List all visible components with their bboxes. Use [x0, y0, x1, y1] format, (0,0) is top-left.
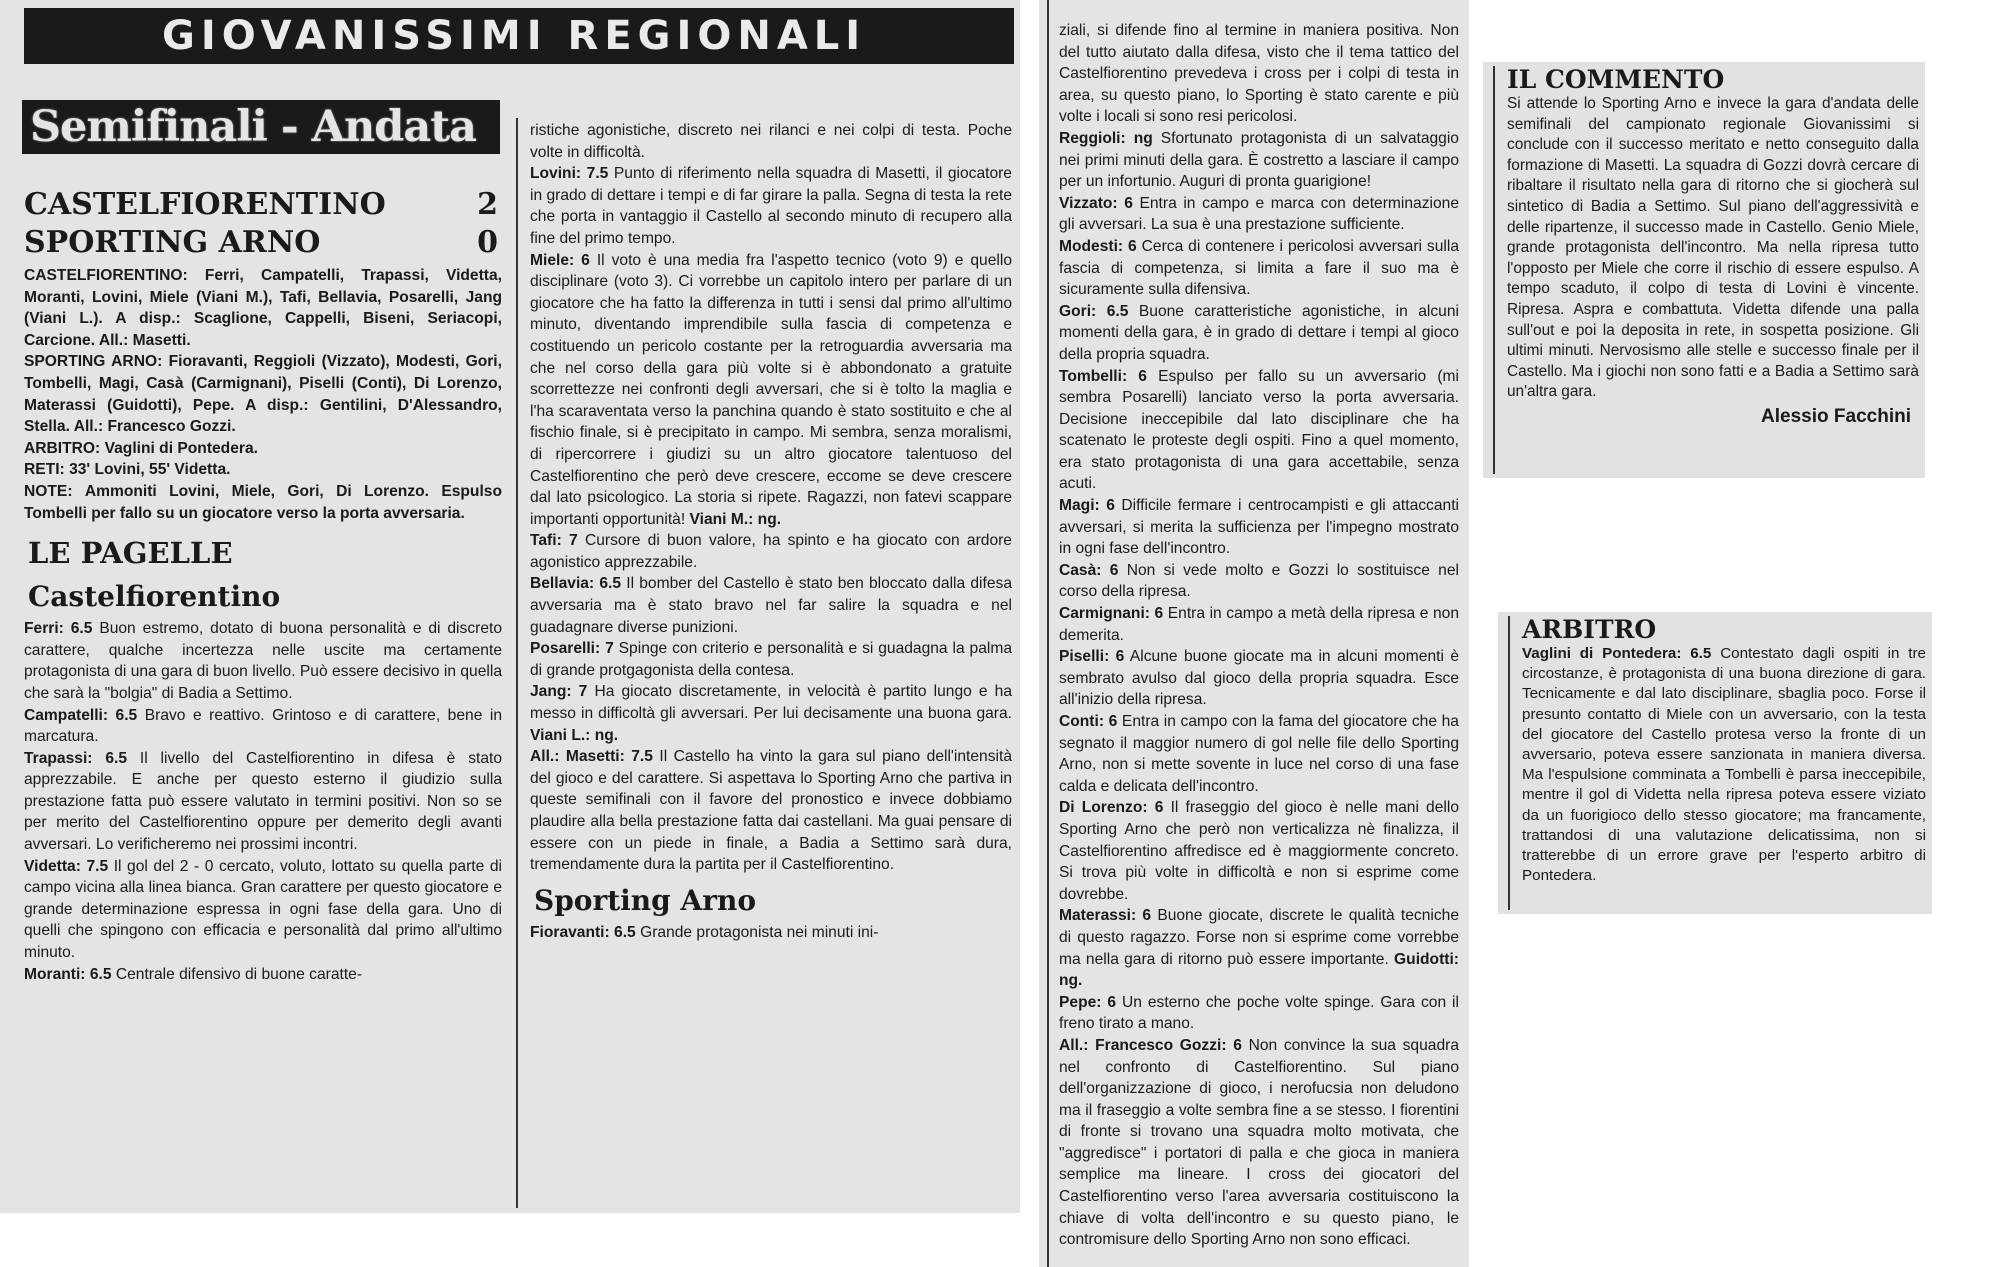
detail-text: Ammoniti Lovini, Miele, Gori, Di Lorenzo. Espulso Tombelli per fallo su un giocatore verso la porta avversaria. — [24, 482, 502, 522]
rating-entry — [530, 250, 1012, 531]
rating-entry — [1059, 711, 1459, 797]
rating-entry — [1059, 366, 1459, 496]
rating-entry: Fioravanti: 6.5 Grande protagonista nei minuti ini- — [530, 923, 879, 941]
rating-entry — [1059, 128, 1459, 193]
detail-label: NOTE: — [24, 482, 73, 500]
referee-box-inner — [1508, 616, 1926, 910]
rating-text: ristiche agonistiche, discreto nei rilanci e nei colpi di testa. Poche volte in difficoltà. — [530, 122, 1012, 161]
section-banner: GIOVANISSIMI REGIONALI — [24, 8, 1014, 64]
rating-entry — [1059, 603, 1459, 646]
match-detail-line — [24, 351, 502, 437]
player-rating: Viani L.: ng. — [530, 726, 619, 744]
rating-entry — [530, 573, 1012, 638]
rating-entry — [1059, 992, 1459, 1035]
player-rating: Videtta: 7.5 — [24, 857, 109, 875]
rating-text: Entra in campo e marca con determinazione gli avversari. La sua è una prestazione sufficiente. — [1059, 194, 1459, 234]
rating-entry — [1059, 495, 1459, 560]
detail-text: 33' Lovini, 55' Videtta. — [69, 461, 231, 479]
player-rating: Lovini: 7.5 — [530, 165, 609, 183]
rating-text: Il voto è una media fra l'aspetto tecnico (voto 9) e quello disciplinare (voto 3). Ci vorrebbe un capitolo intero per parlare di un giocatore che ha fatto la differenza in tutti i sensi dal primo all'ultimo minuto, diventando imprendibile sulla fascia di competenza e costituendo un pericolo costante per la retroguardia avversaria ma che nel corso della gara più volte si è abbondonato a gratuite scorrettezze nei confronti degli avversari, che si è tolto la maglia e l'ha scaraventata verso la panchina quando è stato sostituito e che al fischio finale, si è precipitato in campo. Mi sembra, senza moralismi, di ripercorrere i giudizi su un altro giocatore talentuoso del Castelfiorentino che però deve crescere, eccome se deve crescere dal lato psicologico. La storia si ripete. Ragazzi, non fatevi scappare importanti opportunità! — [530, 251, 1012, 528]
player-rating: Piselli: 6 — [1059, 648, 1125, 666]
player-rating: All.: Francesco Gozzi: 6 — [1059, 1036, 1242, 1054]
rating-entry — [530, 681, 1012, 746]
detail-label: SPORTING ARNO: — [24, 353, 163, 371]
player-rating: Reggioli: ng — [1059, 129, 1153, 147]
rating-text: Bravo e reattivo. Grintoso e di carattere, bene in marcatura. — [24, 706, 502, 746]
player-rating: Conti: 6 — [1059, 713, 1118, 730]
rating-text: Alcune buone giocate ma in alcuni momenti è sembrato avulso dal gioco della propria squadra. Esce all'inizio della ripresa. — [1059, 648, 1459, 709]
rating-text: Il fraseggio del gioco è nelle mani dello Sporting Arno che però non verticalizza nè finalizza, il Castelfiorentino affredisce ed è maggiormente concreto. Si trova più volte in difficoltà e non si esprime come dovrebbe. — [1059, 799, 1459, 903]
column-middle — [530, 120, 1012, 943]
newspaper-clip-continuation — [1039, 0, 1469, 1267]
rating-entry — [1059, 301, 1459, 366]
player-rating: Trapassi: 6.5 — [24, 749, 128, 767]
player-rating: Pepe: 6 — [1059, 993, 1117, 1011]
ratings-list-home-a — [24, 618, 502, 985]
rating-entry — [530, 638, 1012, 681]
referee-name: Vaglini di Pontedera: 6.5 — [1522, 645, 1712, 662]
player-rating: Viani M.: ng. — [689, 510, 782, 528]
team-heading-home: Castelfiorentino — [28, 580, 281, 614]
rating-entry — [1059, 236, 1459, 301]
player-rating: Materassi: 6 — [1059, 907, 1152, 925]
home-score: 2 — [477, 187, 498, 222]
rating-text: Spinge con criterio e personalità e si guadagna la palma di grande protgagonista della contesa. — [530, 640, 1012, 679]
rating-text: Il livello del Castelfiorentino in difesa è stato apprezzabile. E anche per questo esterno il giudizio sulla prestazione fatta può essere valutato in termini positivi. Non so se per merito del Castelfiorentino oppure per demerito degli avanti avversari. Lo verificheremo nei prossimi incontri. — [24, 749, 503, 854]
ratings-list-away — [1059, 20, 1459, 1251]
rating-text: Punto di riferimento nella squadra di Masetti, il giocatore in grado di dettare i tempi e di far girare la palla. Segna di testa la rete che porta in vantaggio il Castello al secondo minuto di recupero alla fine del primo tempo. — [530, 165, 1012, 247]
score-line-away — [24, 224, 502, 262]
rating-entry — [1059, 797, 1459, 905]
player-rating: Di Lorenzo: 6 — [1059, 799, 1164, 817]
ratings-list-home-b — [530, 120, 1012, 876]
rating-entry — [1059, 20, 1459, 128]
rating-entry — [1059, 905, 1459, 991]
player-rating: Vizzato: 6 — [1059, 194, 1133, 212]
pagelle-heading: LE PAGELLE — [28, 536, 233, 571]
away-score: 0 — [477, 225, 498, 260]
match-details — [24, 265, 502, 524]
rating-text: Sfortunato protagonista di un salvataggio nei primi minuti della gara. È costretto a lasciare il campo per un infortunio. Auguri di pronta guarigione! — [1059, 129, 1459, 191]
player-rating: Guidotti: ng. — [1059, 950, 1459, 990]
player-rating: Tombelli: 6 — [1059, 367, 1147, 385]
comment-box-inner — [1493, 66, 1919, 474]
detail-text: Fioravanti, Reggioli (Vizzato), Modesti, Gori, Tombelli, Magi, Casà (Carmignani), Piselli (Conti), Di Lorenzo, Materassi (Guidotti), Pepe. A disp.: Gentilini, D'Alessandro, Stella. All.: Francesco Gozzi. — [24, 353, 502, 436]
rating-entry — [24, 964, 502, 986]
referee-title: ARBITRO — [1522, 615, 1657, 644]
match-detail-line — [24, 459, 502, 481]
player-rating: Moranti: 6.5 — [24, 965, 112, 983]
player-rating: Jang: 7 — [530, 683, 588, 701]
player-rating: Gori: 6.5 — [1059, 302, 1129, 320]
column-rule — [1047, 0, 1049, 1267]
player-rating: Modesti: 6 — [1059, 237, 1137, 255]
player-rating: Ferri: 6.5 — [24, 620, 93, 638]
detail-text: Ferri, Campatelli, Trapassi, Videtta, Moranti, Lovini, Miele (Viani M.), Tafi, Bellavia, Posarelli, Jang (Viani L.). A disp.: Scaglione, Cappelli, Biseni, Seriacopi, Carcione. All.: Masetti. — [24, 267, 502, 349]
rating-text: Entra in campo a metà della ripresa e non demerita. — [1059, 605, 1460, 644]
rating-text: Espulso per fallo su un avversario (mi sembra Posarelli) lanciato verso la porta avversaria. Decisione ineccepibile dal lato disciplinare che ha scatenato le proteste degli ospiti. Fino a quel momento, era stato protagonista di una gara accettabile, senza acuti. — [1059, 367, 1459, 493]
column-rule — [516, 118, 518, 1208]
rating-entry — [530, 530, 1012, 573]
column-left — [24, 265, 502, 985]
newspaper-clip-main — [0, 0, 1020, 1213]
rating-text: Centrale difensivo di buone caratte- — [115, 965, 363, 983]
player-rating: Miele: 6 — [530, 251, 590, 269]
column-ratings-away — [1059, 20, 1459, 1251]
comment-box — [1483, 62, 1925, 478]
comment-text: Si attende lo Sporting Arno e invece la gara d'andata delle semifinali del campionato regionale Giovanissimi si conclude con il successo meritato e netto conseguito dalla formazione di Masetti. La squadra di Gozzi dovrà cercare di ribaltare il risultato nella gara di ritorno che si giocherà sul sintetico di Badia a Settimo. Sul piano dell'aggressività e delle ripartenze, il successo made in Castello. Genio Miele, grande protagonista dell'incontro. Ma nella ripresa tutto l'opposto per Miele che corre il rischio di essere espulso. A tempo scaduto, il colpo di testa di Lovini è vincente. Ripresa. Aspra e combattuta. Videtta difende una palla sull'out e poi la deposita in rete, in sospetta posizione. Gli ultimi minuti. Nervosismo alle stelle e successo finale per il Castello. Ma i giochi non sono fatti e a Badia a Settimo sarà un'altra gara. — [1507, 95, 1919, 401]
referee-box — [1498, 612, 1932, 914]
rating-entry — [1059, 1035, 1459, 1251]
rating-entry — [1059, 560, 1459, 603]
detail-label: CASTELFIORENTINO: — [24, 267, 188, 284]
rating-text: Buon estremo, dotato di buona personalità e di discreto carattere, qualche incertezza nelle uscite ma certamente protagonista di una gara di buon livello. Può essere decisivo in quella che sarà la "bolgia" di Badia a Settimo. — [24, 620, 502, 702]
detail-label: ARBITRO: — [24, 439, 101, 457]
rating-text: Il Castello ha vinto la gara sul piano dell'intensità del gioco e del carattere. Si aspettava lo Sporting Arno che partiva in queste semifinali con il favore del pronostico e invece dobbiamo plaudire alla bella prestazione fatta dai castellani. Ma guai pensare di essere con un piede in finale, a Badia a Settimo sarà dura, tremendamente dura la partita per il Castelfiorentino. — [530, 748, 1012, 874]
player-rating: Bellavia: 6.5 — [530, 575, 622, 593]
rating-text: Cerca di contenere i pericolosi avversari sulla fascia di competenza, si limita a fare il suo ma è sicuramente sulla difensiva. — [1059, 237, 1460, 299]
detail-label: RETI: — [24, 461, 65, 479]
rating-entry — [530, 163, 1012, 249]
rating-text: Difficile fermare i centrocampisti e gli attaccanti avversari, si merita la sufficienza per l'impegno mostrato in ogni fase dell'incontro. — [1059, 497, 1459, 558]
player-rating: Posarelli: 7 — [530, 640, 614, 658]
subtitle-banner: Semifinali - Andata — [22, 100, 500, 154]
player-rating: Casà: 6 — [1059, 561, 1119, 579]
rating-text: Ha giocato discretamente, in velocità è partito lungo e ha messo in difficoltà gli avversari. Per lui decisamente una buona gara. — [530, 683, 1012, 723]
match-detail-line — [24, 481, 502, 524]
rating-text: Non convince la sua squadra nel confronto di Castelfiorentino. Sul piano dell'organizzazione di gioco, i nerofucsia non deludono ma il fraseggio a volte sembra fine a se stesso. I fiorentini di fronte si trovano una squadra molto motivata, che "aggredisce" i portatori di palla e che gioca in maniera semplice ma lineare. I cross dei giocatori del Castelfiorentino verso l'area avversaria costituiscono la chiave di volta dell'incontro e su questo piano, le contromisure dello Sporting Arno non sono efficaci. — [1059, 1036, 1459, 1249]
player-rating: Tafi: 7 — [530, 532, 578, 550]
rating-entry — [24, 618, 502, 704]
player-rating: Magi: 6 — [1059, 497, 1115, 515]
rating-entry — [24, 748, 502, 856]
rating-entry — [1059, 193, 1459, 236]
rating-text: Buone caratteristiche agonistiche, in alcuni momenti della gara, è in grado di dettare i tempi al gioco della propria squadra. — [1059, 302, 1459, 363]
rating-text: Buone giocate, discrete le qualità tecniche di questo ragazzo. Forse non si esprime come vorrebbe ma nella gara di ritorno può essere importante. — [1059, 907, 1459, 968]
rating-text: ziali, si difende fino al termine in maniera positiva. Non del tutto aiutato dalla difesa, visto che il tema tattico del Castelfiorentino prevedeva i cross per i colpi di testa in area, su questo piano, lo Sporting è stato carente e più volte i locali si sono resi pericolosi. — [1059, 22, 1459, 126]
comment-author: Alessio Facchini — [1761, 405, 1911, 427]
match-detail-line — [24, 265, 502, 351]
rating-entry — [530, 746, 1012, 876]
rating-entry — [530, 120, 1012, 163]
team-heading-away: Sporting Arno — [534, 883, 756, 917]
rating-text: Entra in campo con la fama del giocatore che ha segnato il maggior numero di gol nelle file dello Sporting Arno, non si mette sovente in luce nel corso di una fase calda e delicata dell'incontro. — [1059, 713, 1459, 795]
player-rating: Campatelli: 6.5 — [24, 706, 138, 724]
player-rating: Carmignani: 6 — [1059, 605, 1164, 623]
rating-text: Un esterno che poche volte spinge. Gara con il freno tirato a mano. — [1059, 993, 1459, 1033]
rating-entry — [24, 705, 502, 748]
match-detail-line — [24, 438, 502, 460]
home-team: CASTELFIORENTINO — [24, 187, 386, 222]
rating-entry — [24, 856, 502, 964]
detail-text: Vaglini di Pontedera. — [104, 439, 258, 457]
away-team: SPORTING ARNO — [24, 225, 321, 260]
rating-text: Non si vede molto e Gozzi lo sostituisce nel corso della ripresa. — [1059, 561, 1459, 601]
score-line-home — [24, 186, 502, 224]
rating-text: Cursore di buon valore, ha spinto e ha giocato con ardore agonistico apprezzabile. — [530, 532, 1012, 571]
player-rating: All.: Masetti: 7.5 — [530, 748, 653, 766]
rating-text: Il gol del 2 - 0 cercato, voluto, lottato su quella parte di campo vicina alla linea bianca. Gran carattere per questo giocatore e grande determinazione espressa in ogni fase della gara. Uno di quelli che spingono con efficacia e personalità dal primo all'ultimo minuto. — [24, 857, 502, 962]
rating-entry — [1059, 646, 1459, 711]
comment-title: IL COMMENTO — [1507, 65, 1725, 94]
rating-text: Il bomber del Castello è stato ben bloccato dalla difesa avversaria ma è stato bravo nel far salire la squadra e nel guadagnare diverse punizioni. — [530, 575, 1012, 636]
referee-text: Vaglini di Pontedera: 6.5 Contestato dagli ospiti in tre circostanze, è protagonista di una buona direzione di gara. Tecnicamente e dal lato disciplinare, sbaglia poco. Forse il presunto contatto di Miele con un avversario, con la testa del giocatore del Castello protesa verso la fronte di un avversario, poteva essere sanzionata in maniera diversa. Ma l'espulsione comminata a Tombelli è parsa ineccepibile, mentre il gol di Videtta nella ripresa poteva essere viziato da un fuorigioco dello stesso giocatore; ma francamente, trattandosi di una valutazione delicatissima, non si tratterebbe di un errore grave per l'esperto arbitro di Pontedera. — [1522, 645, 1927, 885]
